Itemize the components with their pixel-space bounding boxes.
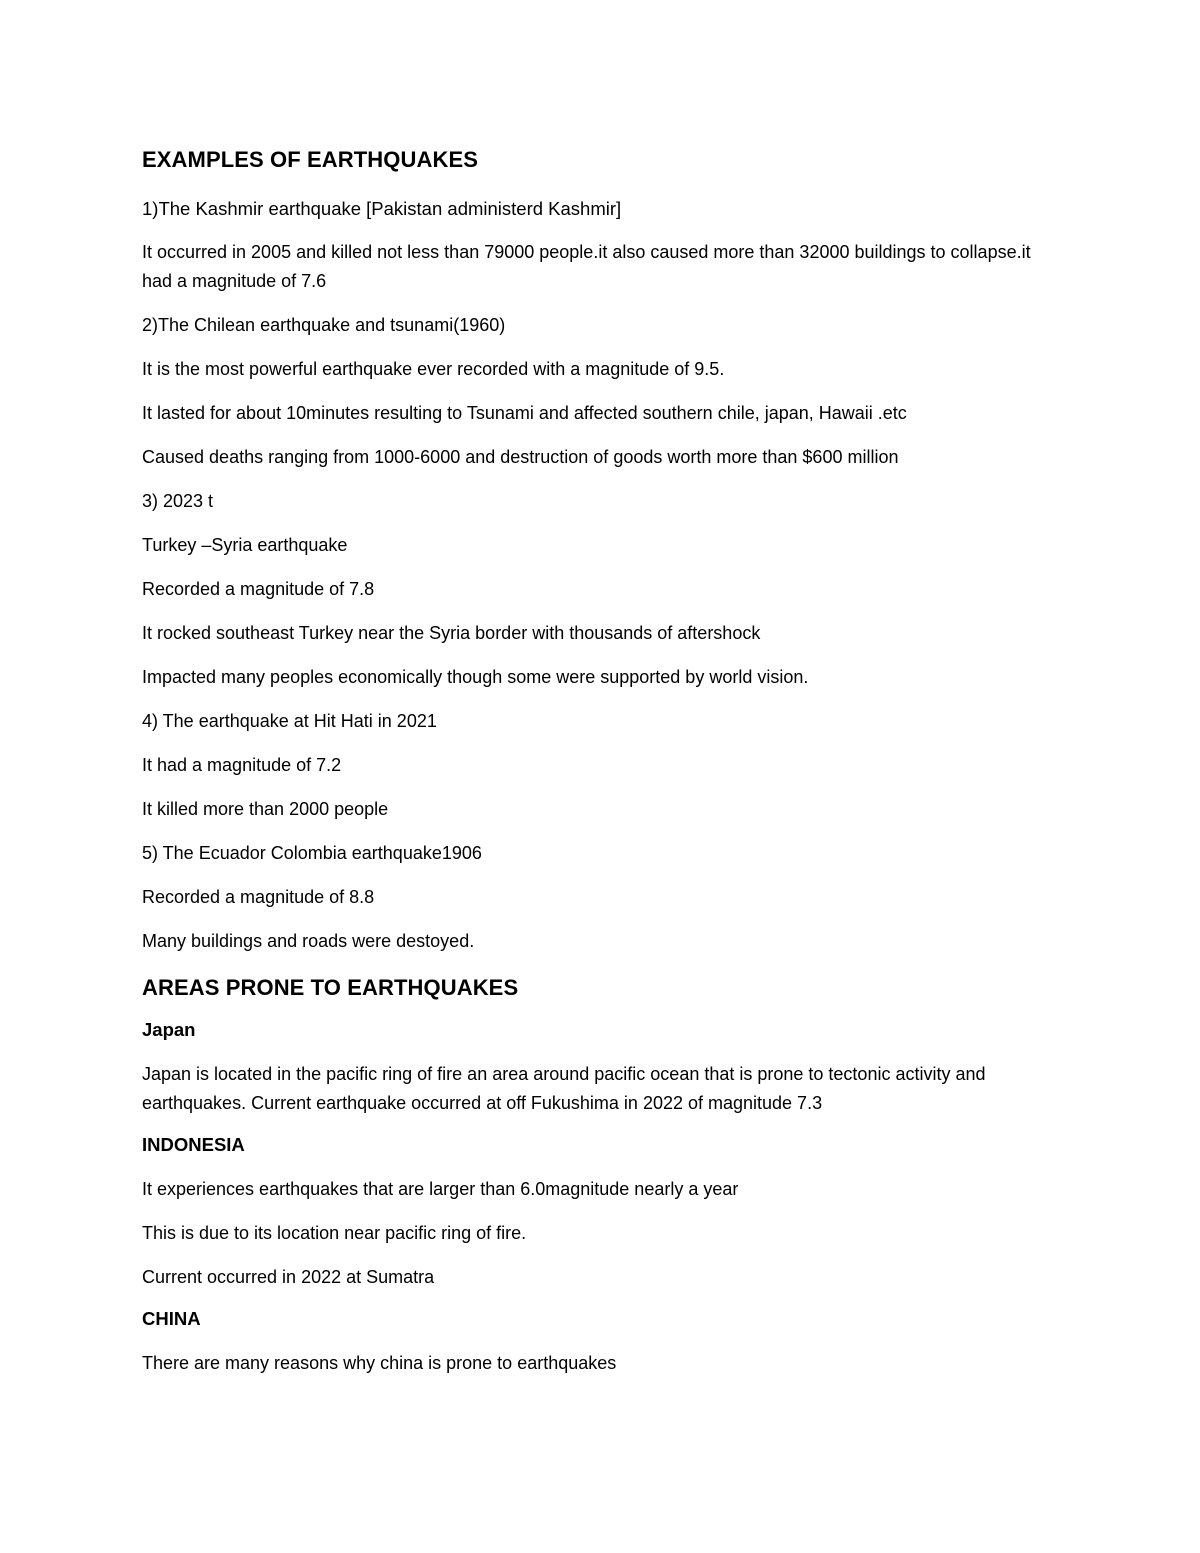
paragraph-chilean-title: 2)The Chilean earthquake and tsunami(1960) bbox=[142, 315, 506, 335]
paragraph-ecuador-damage: Many buildings and roads were destoyed. bbox=[142, 931, 475, 951]
paragraph-turkey-location: It rocked southeast Turkey near the Syria border with thousands of aftershock bbox=[142, 623, 761, 643]
paragraph-china: There are many reasons why china is prone to earthquakes bbox=[142, 1353, 617, 1373]
heading-examples-of-earthquakes: EXAMPLES OF EARTHQUAKES bbox=[142, 147, 478, 172]
paragraph-japan: Japan is located in the pacific ring of fire an area around pacific ocean that is prone to tectonic activity and earthquakes. Current earthquake occurred at off Fukushima in 2022 of magnitude 7.3 bbox=[142, 1064, 986, 1113]
paragraph-turkey-title: Turkey –Syria earthquake bbox=[142, 535, 348, 555]
subheading-china: CHINA bbox=[142, 1308, 201, 1329]
paragraph-chilean-magnitude: It is the most powerful earthquake ever recorded with a magnitude of 9.5. bbox=[142, 359, 725, 379]
paragraph-ecuador-magnitude: Recorded a magnitude of 8.8 bbox=[142, 887, 375, 907]
paragraph-haiti-title: 4) The earthquake at Hit Hati in 2021 bbox=[142, 711, 437, 731]
paragraph-chilean-deaths: Caused deaths ranging from 1000-6000 and destruction of goods worth more than $600 million bbox=[142, 447, 899, 467]
paragraph-ecuador-title: 5) The Ecuador Colombia earthquake1906 bbox=[142, 843, 482, 863]
paragraph-kashmir-details: It occurred in 2005 and killed not less than 79000 people.it also caused more than 32000 buildings to collapse.it had a magnitude of 7.6 bbox=[142, 242, 1031, 291]
paragraph-indonesia-reason: This is due to its location near pacific ring of fire. bbox=[142, 1223, 527, 1243]
heading-areas-prone: AREAS PRONE TO EARTHQUAKES bbox=[142, 975, 519, 1000]
paragraph-turkey-magnitude: Recorded a magnitude of 7.8 bbox=[142, 579, 375, 599]
paragraph-indonesia-recent: Current occurred in 2022 at Sumatra bbox=[142, 1267, 435, 1287]
paragraph-turkey-number: 3) 2023 t bbox=[142, 491, 214, 511]
document-body bbox=[142, 146, 1042, 1393]
paragraph-turkey-impact: Impacted many peoples economically though some were supported by world vision. bbox=[142, 667, 809, 687]
paragraph-kashmir-title: 1)The Kashmir earthquake [Pakistan administerd Kashmir] bbox=[142, 198, 622, 219]
subheading-japan: Japan bbox=[142, 1019, 196, 1040]
paragraph-haiti-magnitude: It had a magnitude of 7.2 bbox=[142, 755, 342, 775]
paragraph-chilean-duration: It lasted for about 10minutes resulting to Tsunami and affected southern chile, japan, Hawaii .etc bbox=[142, 403, 907, 423]
paragraph-indonesia-frequency: It experiences earthquakes that are larger than 6.0magnitude nearly a year bbox=[142, 1179, 739, 1199]
subheading-indonesia: INDONESIA bbox=[142, 1134, 245, 1155]
paragraph-haiti-deaths: It killed more than 2000 people bbox=[142, 799, 389, 819]
